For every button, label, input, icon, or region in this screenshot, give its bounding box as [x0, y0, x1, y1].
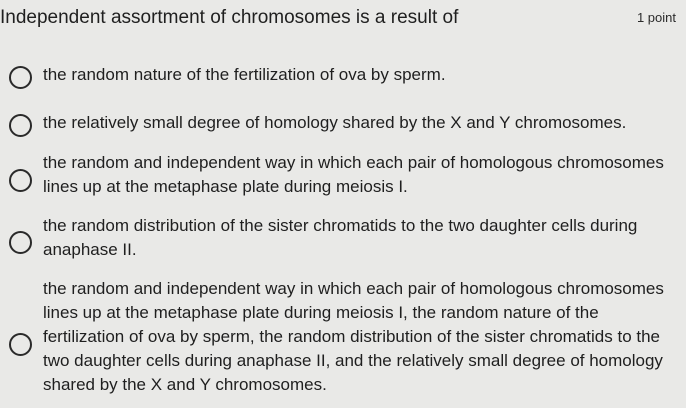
radio-button-5[interactable]	[9, 333, 32, 356]
question-text: Independent assortment of chromosomes is a result of	[0, 7, 459, 28]
radio-button-1[interactable]	[9, 66, 32, 89]
points-label: 1 point	[636, 10, 676, 25]
radio-button-3[interactable]	[9, 169, 32, 192]
radio-button-2[interactable]	[9, 114, 32, 137]
answer-option-label-3[interactable]: the random and independent way in which each pair of homologous chromosomes lines up at the metaphase plate during meiosis I.	[43, 153, 664, 196]
answer-option-label-5[interactable]: the random and independent way in which each pair of homologous chromosomes lines up at the metaphase plate during meiosis I, the random nature of the fertilization of ova by sperm, the random distribution of the sister chromatids to the two daughter cells during anaphase II, and the relatively small degree of homology shared by the X and Y chromosomes.	[43, 279, 664, 394]
answer-option-label-2[interactable]: the relatively small degree of homology shared by the X and Y chromosomes.	[43, 113, 627, 132]
answer-option-label-1[interactable]: the random nature of the fertilization of ova by sperm.	[43, 65, 446, 84]
answer-option-label-4[interactable]: the random distribution of the sister chromatids to the two daughter cells during anaphase II.	[43, 216, 638, 259]
radio-button-4[interactable]	[9, 231, 32, 254]
